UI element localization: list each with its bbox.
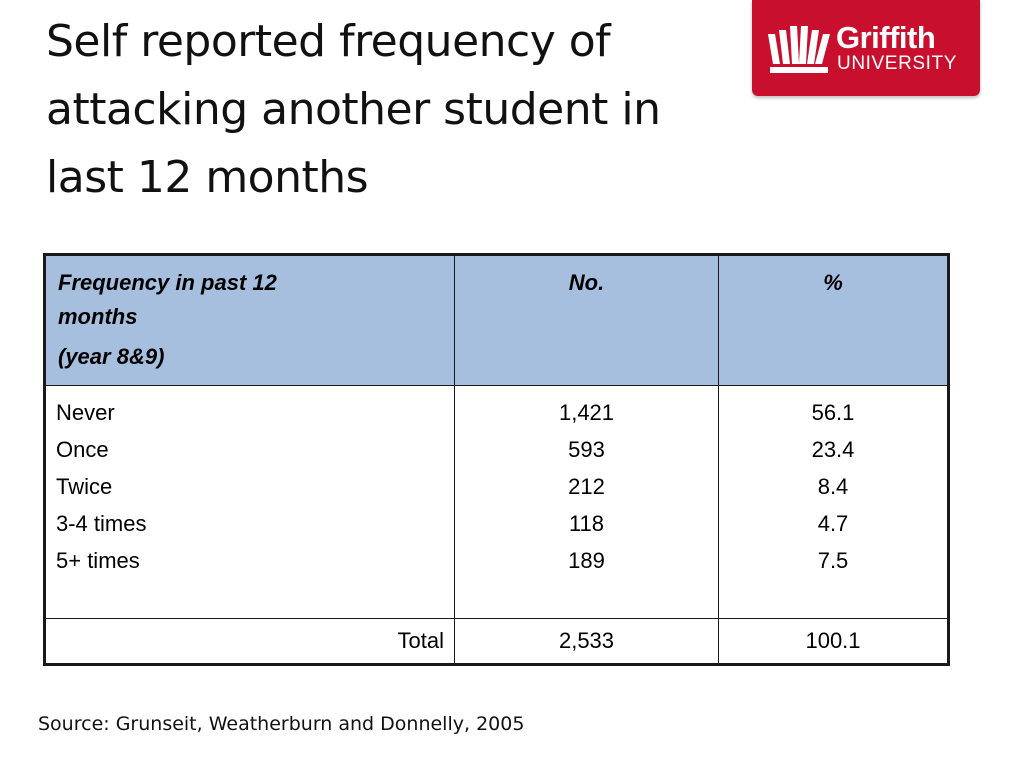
header-frequency [45, 255, 455, 386]
percent-value: 7.5 [817, 548, 849, 573]
header-frequency-line: (year 8&9) [58, 344, 165, 369]
title-line: attacking another student in [46, 84, 661, 135]
number-value: 118 [568, 511, 605, 536]
header-frequency-line: Frequency in past 12 [58, 270, 277, 295]
header-frequency-line: months [58, 304, 138, 329]
percent-value: 23.4 [811, 437, 855, 462]
percent-value: 8.4 [817, 474, 849, 499]
university-logo [752, 0, 980, 96]
total-row [45, 619, 949, 665]
header-number: No. [455, 255, 719, 386]
logo-name: Griffith [836, 20, 936, 55]
total-number: 2,533 [455, 619, 719, 665]
logo-subtitle: UNIVERSITY [837, 53, 958, 74]
number-value: 593 [568, 437, 605, 462]
title-line: Self reported frequency of [46, 16, 611, 67]
griffith-crest-icon [766, 24, 834, 76]
frequency-label: Twice [56, 474, 113, 499]
total-label: Total [45, 619, 455, 665]
number-value: 1,421 [558, 400, 615, 425]
number-cell [455, 386, 719, 619]
frequency-label: 5+ times [56, 548, 140, 573]
frequency-table [43, 253, 950, 666]
frequency-label: 3-4 times [56, 511, 147, 536]
header-percent: % [719, 255, 949, 386]
table-row [45, 386, 949, 619]
frequency-cell [45, 386, 455, 619]
title-line: last 12 months [46, 152, 369, 203]
percent-cell [719, 386, 949, 619]
frequency-label: Once [56, 437, 109, 462]
frequency-label: Never [56, 400, 115, 425]
page-title [46, 8, 736, 212]
percent-value: 4.7 [817, 511, 849, 536]
number-value: 189 [568, 548, 605, 573]
total-percent: 100.1 [719, 619, 949, 665]
source-citation: Source: Grunseit, Weatherburn and Donnelly, 2005 [38, 713, 525, 735]
number-value: 212 [568, 474, 605, 499]
percent-value: 56.1 [811, 400, 855, 425]
table-header-row [45, 255, 949, 386]
